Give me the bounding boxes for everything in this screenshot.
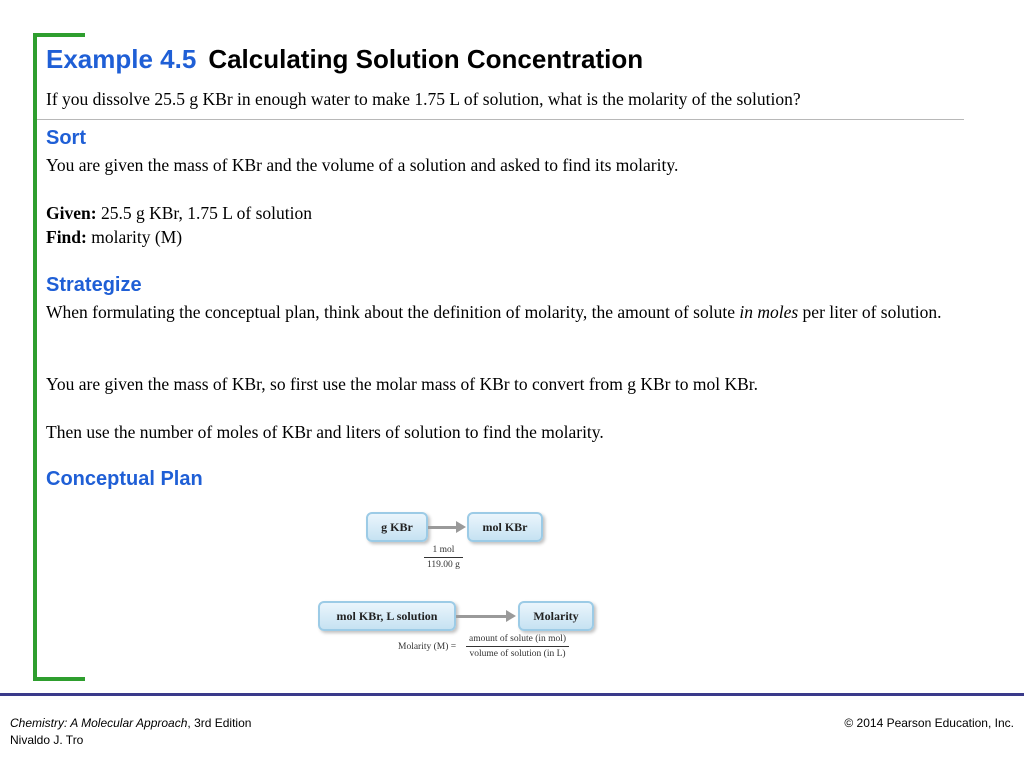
molarity-fraction xyxy=(466,634,569,659)
molarity-box: Molarity xyxy=(518,601,594,631)
step1-arrow-head xyxy=(456,521,466,533)
slide-title xyxy=(46,44,643,75)
para1-after: per liter of solution. xyxy=(798,302,942,322)
strategize-para-2: You are given the mass of KBr, so first use the molar mass of KBr to convert from g KBr to mol KBr. xyxy=(46,374,759,394)
conceptual-plan-heading: Conceptual Plan xyxy=(46,468,203,490)
g-kbr-box: g KBr xyxy=(366,512,428,542)
footer-divider xyxy=(0,693,1024,696)
mol-kbr-box: mol KBr xyxy=(467,512,543,542)
example-name: Calculating Solution Concentration xyxy=(208,44,644,74)
step2-arrow-line xyxy=(456,615,508,618)
molar-mass-fraction xyxy=(424,545,463,570)
step1-arrow-line xyxy=(428,526,458,529)
find-value: molarity (M) xyxy=(91,227,183,247)
step2-arrow-head xyxy=(506,610,516,622)
given-label: Given: xyxy=(46,203,97,223)
footer-book xyxy=(10,716,251,730)
molar-mass-denominator: 119.00 g xyxy=(427,560,460,570)
example-number: Example 4.5 xyxy=(46,44,197,74)
para1-before: When formulating the conceptual plan, think about the definition of molarity, the amount of solute xyxy=(46,302,740,322)
molarity-eq-label: Molarity (M) = xyxy=(398,642,457,652)
strategize-para-3: Then use the number of moles of KBr and liters of solution to find the molarity. xyxy=(46,422,604,442)
book-title: Chemistry: A Molecular Approach xyxy=(10,716,188,730)
slide-bracket-top xyxy=(33,33,85,37)
title-divider xyxy=(37,119,964,120)
strategize-para-1 xyxy=(46,300,981,324)
sort-text: You are given the mass of KBr and the volume of a solution and asked to find its molarity. xyxy=(46,155,679,175)
footer-copyright: © 2014 Pearson Education, Inc. xyxy=(844,716,1014,730)
molar-mass-numerator: 1 mol xyxy=(424,545,463,558)
find-line xyxy=(46,225,182,249)
slide-bracket-bottom xyxy=(33,677,85,681)
para1-italic: in moles xyxy=(739,302,799,322)
given-value: 25.5 g KBr, 1.75 L of solution xyxy=(100,203,313,223)
strategize-heading: Strategize xyxy=(46,274,142,296)
molarity-numerator: amount of solute (in mol) xyxy=(466,634,569,647)
molarity-denominator: volume of solution (in L) xyxy=(469,649,566,659)
mol-kbr-l-solution-box: mol KBr, L solution xyxy=(318,601,456,631)
find-label: Find: xyxy=(46,227,87,247)
given-line xyxy=(46,201,312,225)
slide-bracket-left xyxy=(33,33,37,681)
problem-question: If you dissolve 25.5 g KBr in enough water to make 1.75 L of solution, what is the molarity of the solution? xyxy=(46,89,801,109)
sort-heading: Sort xyxy=(46,127,86,149)
book-edition: , 3rd Edition xyxy=(187,716,252,730)
footer-author: Nivaldo J. Tro xyxy=(10,733,84,747)
